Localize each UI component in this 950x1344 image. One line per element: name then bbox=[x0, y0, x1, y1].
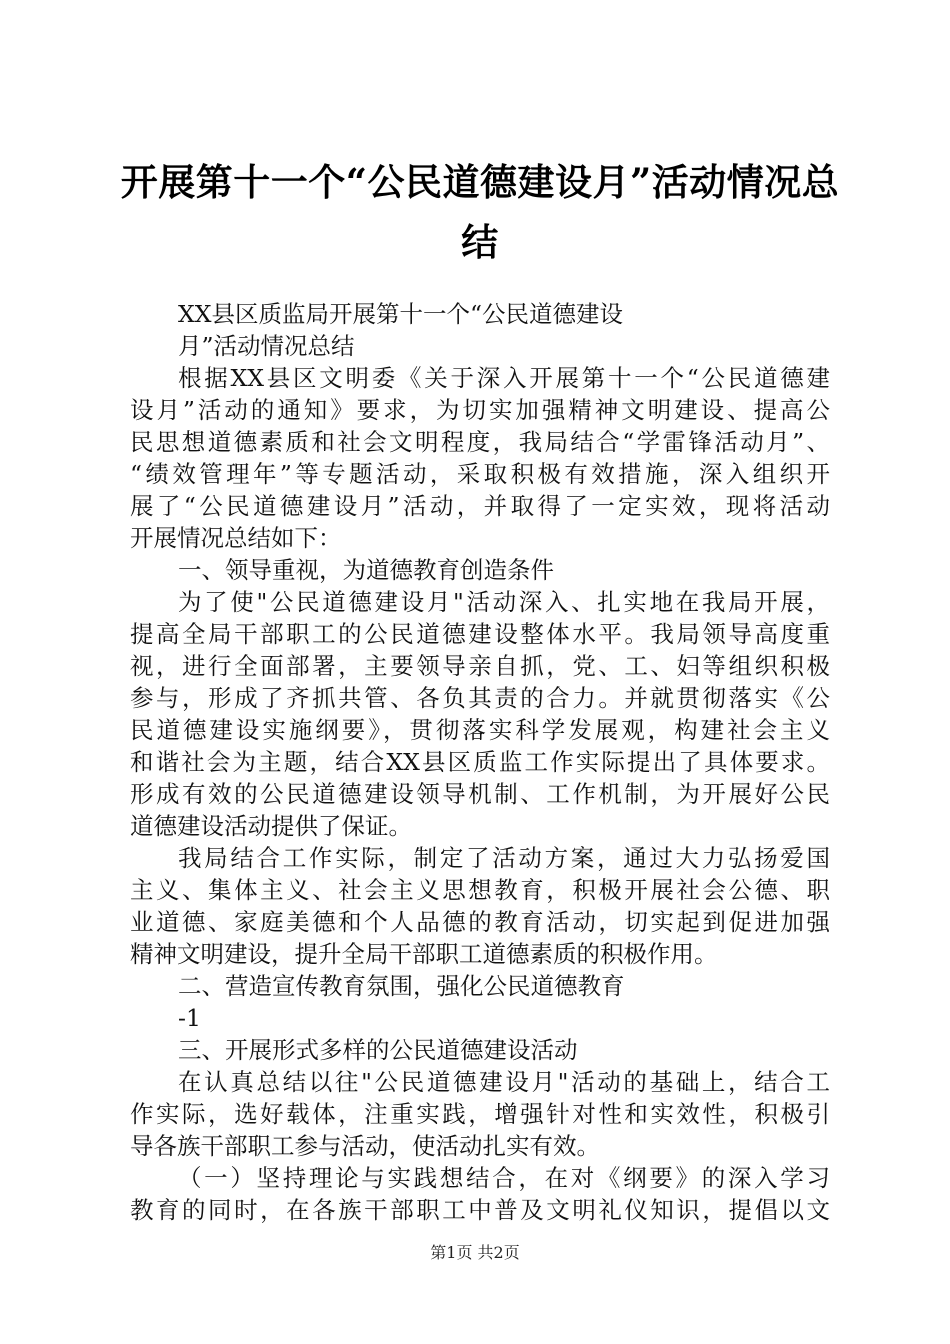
body-line: 视，进行全面部署，主要领导亲自抓，党、工、妇等组织积极 bbox=[130, 652, 830, 680]
subtitle-line-2: 月”活动情况总结 bbox=[178, 332, 355, 360]
body-line: 展了“公民道德建设月”活动，并取得了一定实效，现将活动 bbox=[130, 492, 830, 520]
page-marker: -1 bbox=[178, 1004, 201, 1032]
page-footer: 第1页 共2页 bbox=[430, 1243, 520, 1262]
document-title-line-1: 开展第十一个“公民道德建设月”活动情况总 bbox=[120, 160, 840, 204]
body-line: 民思想道德素质和社会文明程度，我局结合“学雷锋活动月”、 bbox=[130, 428, 830, 456]
body-line: 我局结合工作实际，制定了活动方案，通过大力弘扬爱国 bbox=[178, 844, 830, 872]
subtitle-line-1: XX县区质监局开展第十一个“公民道德建设 bbox=[178, 300, 623, 328]
body-line: 教育的同时，在各族干部职工中普及文明礼仪知识，提倡以文 bbox=[130, 1196, 830, 1224]
body-line: 根据XX县区文明委《关于深入开展第十一个“公民道德建 bbox=[178, 364, 830, 392]
body-line: 为了使"公民道德建设月"活动深入、扎实地在我局开展， bbox=[178, 588, 830, 616]
body-line: 设月”活动的通知》要求，为切实加强精神文明建设、提高公 bbox=[130, 396, 830, 424]
body-line: 主义、集体主义、社会主义思想教育，积极开展社会公德、职 bbox=[130, 876, 830, 904]
body-line: 作实际，选好载体，注重实践，增强针对性和实效性，积极引 bbox=[130, 1100, 830, 1128]
body-line: 形成有效的公民道德建设领导机制、工作机制，为开展好公民 bbox=[130, 780, 830, 808]
section-heading-2: 二、营造宣传教育氛围，强化公民道德教育 bbox=[178, 972, 625, 1000]
body-line: 和谐社会为主题，结合XX县区质监工作实际提出了具体要求。 bbox=[130, 748, 830, 776]
body-line: 导各族干部职工参与活动，使活动扎实有效。 bbox=[130, 1132, 600, 1160]
body-line: 开展情况总结如下： bbox=[130, 524, 342, 552]
section-heading-3: 三、开展形式多样的公民道德建设活动 bbox=[178, 1036, 578, 1064]
body-line: 提高全局干部职工的公民道德建设整体水平。我局领导高度重 bbox=[130, 620, 830, 648]
document-title-line-2: 结 bbox=[461, 220, 499, 264]
body-line: 参与，形成了齐抓共管、各负其责的合力。并就贯彻落实《公 bbox=[130, 684, 830, 712]
body-line: 道德建设活动提供了保证。 bbox=[130, 812, 412, 840]
body-line: “绩效管理年”等专题活动，采取积极有效措施，深入组织开 bbox=[130, 460, 830, 488]
section-heading-1: 一、领导重视，为道德教育创造条件 bbox=[178, 556, 554, 584]
body-line: 在认真总结以往"公民道德建设月"活动的基础上，结合工 bbox=[178, 1068, 830, 1096]
body-line: 民道德建设实施纲要》，贯彻落实科学发展观，构建社会主义 bbox=[130, 716, 830, 744]
body-line: 精神文明建设，提升全局干部职工道德素质的积极作用。 bbox=[130, 940, 718, 968]
body-line: （一）坚持理论与实践想结合，在对《纲要》的深入学习 bbox=[178, 1164, 830, 1192]
body-line: 业道德、家庭美德和个人品德的教育活动，切实起到促进加强 bbox=[130, 908, 830, 936]
